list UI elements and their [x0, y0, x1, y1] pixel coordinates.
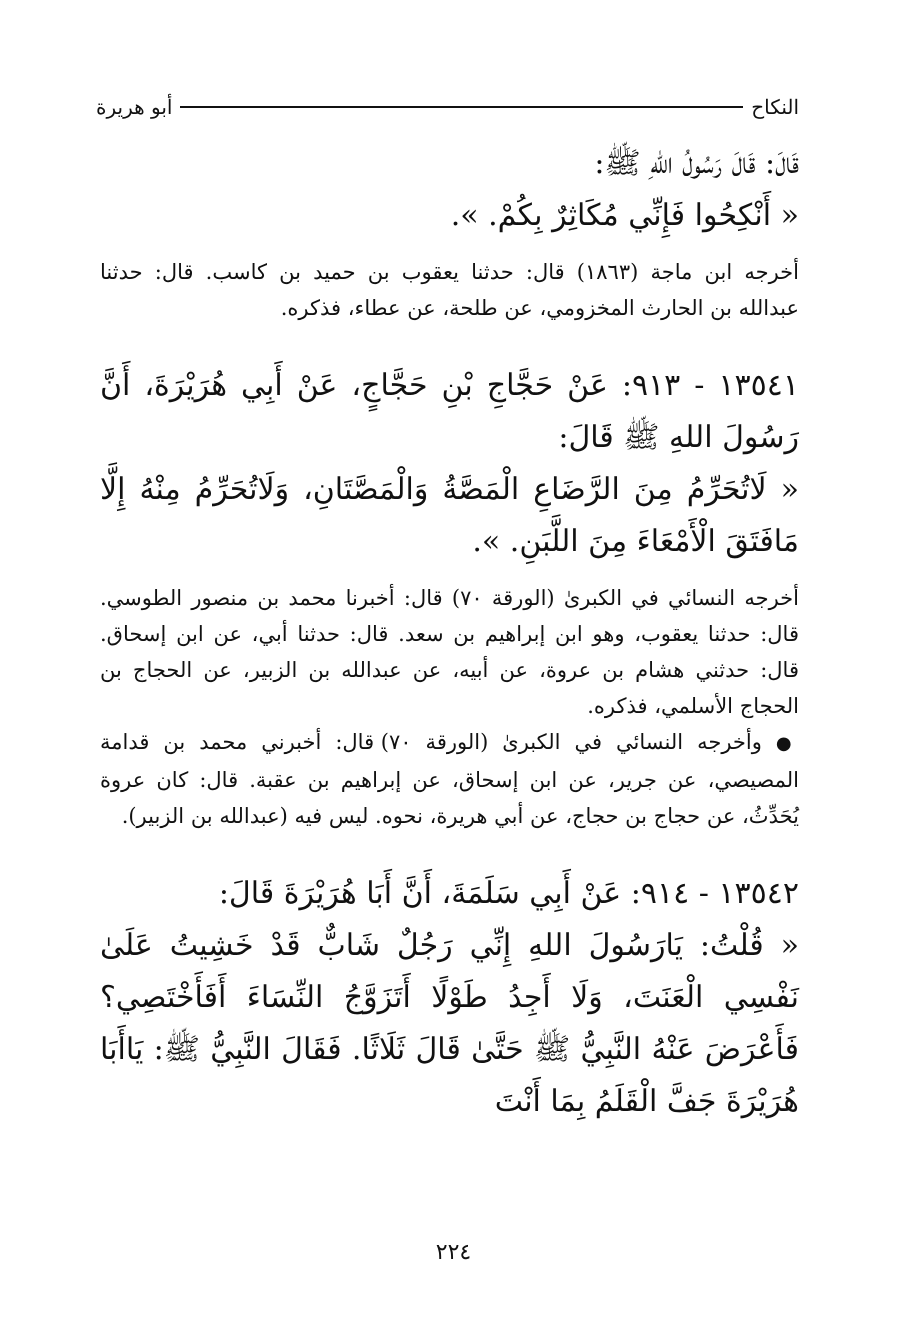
narrator-title: أبو هريرة — [96, 95, 173, 119]
takhrij-text: وأخرجه النسائي في الكبرىٰ (الورقة ٧٠) قال: أخبرني محمد بن قدامة المصيصي، عن جرير، عن ابن إسحاق، عن إبراهيم بن عقبة. قال: كان عروة يُحَدِّثُ، عن حجاج بن حجاج، عن أبي هريرة، نحوه. ليس فيه (عبدالله بن الزبير). — [100, 730, 799, 828]
hadith-intro: ١٣٥٤١ - ٩١٣: عَنْ حَجَّاجِ بْنِ حَجَّاجٍ، عَنْ أَبِي هُرَيْرَةَ، أَنَّ رَسُولَ اللهِ ﷺ قَالَ: — [100, 368, 799, 455]
hadith-text: « أَنْكِحُوا فَإِنِّي مُكَاثِرٌ بِكُمْ. ». — [450, 198, 799, 233]
hadith-block-2 — [100, 360, 799, 568]
hadith-text: « قُلْتُ: يَارَسُولَ اللهِ إِنِّي رَجُلٌ شَابٌّ قَدْ خَشِيتُ عَلَىٰ نَفْسِي الْعَنَتَ، وَلَا أَجِدُ طَوْلًا أَتَزَوَّجُ النِّسَاءَ أَفَأَخْتَصِي؟ فَأَعْرَضَ عَنْهُ النَّبِيُّ ﷺ حَتَّىٰ قَالَ ثَلَاثًا. فَقَالَ النَّبِيُّ ﷺ: يَاأَبَا هُرَيْرَةَ جَفَّ الْقَلَمُ بِمَا أَنْتَ — [100, 928, 799, 1119]
hadith-block-3 — [100, 868, 799, 1128]
takhrij-paragraph: أخرجه النسائي في الكبرىٰ (الورقة ٧٠) قال: أخبرنا محمد بن منصور الطوسي. قال: حدثنا يعقوب، وهو ابن إبراهيم بن سعد. قال: حدثنا أبي، عن ابن إسحاق. قال: حدثني هشام بن عروة، عن أبيه، عن عبدالله بن الزبير، عن الحجاج بن الحجاج الأسلمي، فذكره. — [100, 586, 799, 718]
header-rule — [180, 106, 743, 108]
page-number: ٢٢٤ — [435, 1240, 472, 1265]
chapter-title: النكاح — [751, 95, 799, 119]
running-header — [96, 92, 799, 122]
bullet-marker: ● — [775, 733, 799, 754]
takhrij-paragraph — [100, 724, 799, 834]
hadith-block-1 — [100, 138, 799, 242]
hadith-intro: قَالَ: قَالَ رَسُولُ اللهِ ﷺ: — [594, 146, 799, 181]
hadith-text: « لَاتُحَرِّمُ مِنَ الرَّضَاعِ الْمَصَّةُ وَالْمَصَّتَانِ، وَلَاتُحَرِّمُ مِنْهُ إِلَّا مَافَتَقَ الْأَمْعَاءَ مِنَ اللَّبَنِ. ». — [100, 472, 799, 559]
page-body — [100, 138, 799, 1128]
hadith-intro: ١٣٥٤٢ - ٩١٤: عَنْ أَبِي سَلَمَةَ، أَنَّ أَبَا هُرَيْرَةَ قَالَ: — [218, 876, 799, 911]
takhrij-paragraph: أخرجه ابن ماجة (١٨٦٣) قال: حدثنا يعقوب بن حميد بن كاسب. قال: حدثنا عبدالله بن الحارث المخزومي، عن طلحة، عن عطاء، فذكره. — [100, 260, 799, 320]
